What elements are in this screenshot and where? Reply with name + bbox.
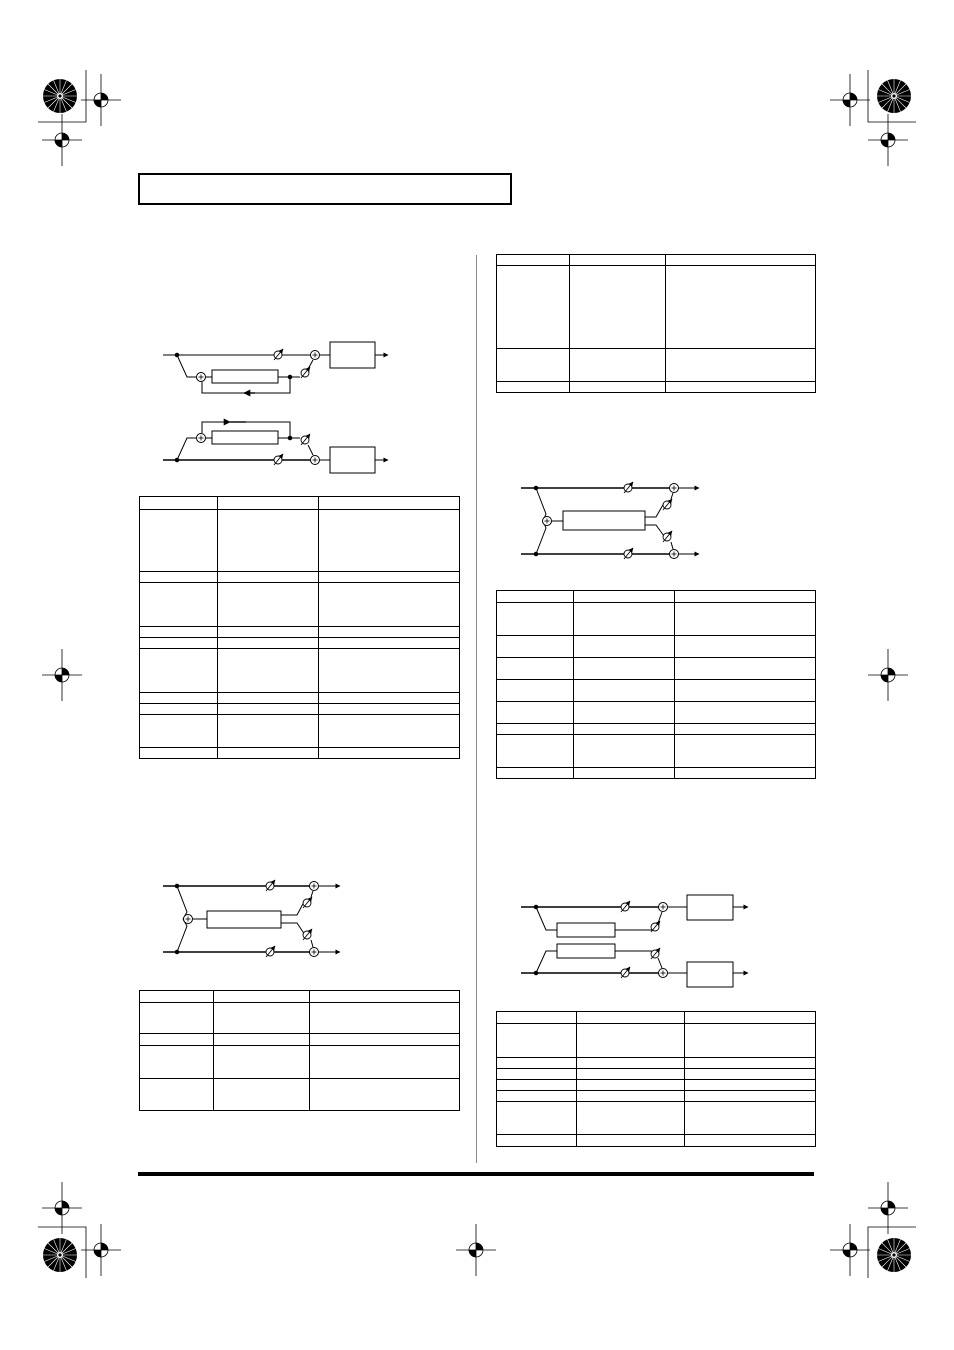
table-row — [140, 1003, 460, 1034]
registration-mark — [42, 1182, 82, 1234]
table-cell — [497, 702, 574, 724]
table-row — [140, 1079, 460, 1111]
registration-mark — [456, 1224, 496, 1276]
table-cell — [685, 1135, 816, 1147]
table-header-cell — [675, 591, 816, 603]
table-row — [140, 693, 460, 704]
table-cell — [140, 704, 218, 715]
table-cell — [310, 1079, 460, 1111]
table-cell — [319, 748, 460, 759]
table-cell — [497, 1069, 577, 1080]
table-cell — [685, 1058, 816, 1069]
table-row — [140, 510, 460, 572]
table-cell — [218, 748, 319, 759]
table-row — [497, 382, 816, 393]
table-cell — [497, 1080, 577, 1091]
table-header-row — [140, 991, 460, 1003]
table-cell — [497, 1091, 577, 1102]
table-row — [140, 1046, 460, 1079]
table-cell — [497, 680, 574, 702]
table-cell — [319, 638, 460, 649]
table-cell — [577, 1102, 685, 1135]
table-cell — [319, 510, 460, 572]
table-cell — [497, 1024, 577, 1058]
table-cell — [666, 266, 816, 349]
output-block — [687, 895, 733, 920]
table-row — [497, 1069, 816, 1080]
table-cell — [666, 349, 816, 382]
table-row — [497, 724, 816, 735]
table-cell — [218, 649, 319, 693]
table-row — [140, 704, 460, 715]
registration-mark — [42, 649, 82, 701]
registration-mark — [43, 79, 77, 113]
block-diagram-4 — [521, 895, 748, 987]
table-cell — [497, 1102, 577, 1135]
table-row — [140, 1034, 460, 1046]
table-cell — [577, 1080, 685, 1091]
table-row — [140, 572, 460, 583]
table-cell — [574, 603, 675, 636]
table-header-cell — [319, 497, 460, 510]
table-cell — [497, 349, 570, 382]
table-cell — [310, 1034, 460, 1046]
table-row — [497, 1080, 816, 1091]
table-row — [497, 603, 816, 636]
table-row — [497, 1024, 816, 1058]
table-cell — [140, 1046, 214, 1079]
table-cell — [497, 382, 570, 393]
table-header-row — [140, 497, 460, 510]
table-row — [497, 266, 816, 349]
table-header-row — [497, 1012, 816, 1024]
table-cell — [685, 1080, 816, 1091]
table-cell — [497, 1058, 577, 1069]
registration-mark — [868, 1182, 908, 1234]
table-cell — [666, 382, 816, 393]
table-cell — [574, 702, 675, 724]
table-cell — [319, 583, 460, 627]
table-cell — [685, 1091, 816, 1102]
table-cell — [319, 572, 460, 583]
table-row — [497, 1091, 816, 1102]
table-cell — [140, 715, 218, 748]
effect-block — [557, 923, 615, 937]
table-cell — [218, 693, 319, 704]
table-header-row — [497, 255, 816, 266]
table-row — [497, 735, 816, 768]
table-cell — [570, 349, 666, 382]
table-header-cell — [310, 991, 460, 1003]
table-cell — [140, 583, 218, 627]
table-cell — [577, 1135, 685, 1147]
table-header-cell — [497, 1012, 577, 1024]
effect-block — [207, 911, 281, 928]
table-cell — [685, 1102, 816, 1135]
table-row — [497, 702, 816, 724]
table-row — [497, 1135, 816, 1147]
table-cell — [140, 1034, 214, 1046]
registration-mark — [81, 1224, 121, 1276]
parameter-table-b — [496, 254, 816, 393]
block-diagram-1 — [163, 342, 388, 473]
table-row — [497, 680, 816, 702]
table-cell — [675, 658, 816, 680]
table-header-cell — [570, 255, 666, 266]
table-header-cell — [577, 1012, 685, 1024]
table-cell — [675, 636, 816, 658]
table-header-cell — [497, 591, 574, 603]
table-row — [140, 715, 460, 748]
table-cell — [497, 768, 574, 779]
table-cell — [218, 715, 319, 748]
table-cell — [140, 1079, 214, 1111]
table-row — [140, 583, 460, 627]
table-cell — [574, 724, 675, 735]
table-header-cell — [685, 1012, 816, 1024]
table-row — [497, 1102, 816, 1135]
table-cell — [310, 1003, 460, 1034]
table-cell — [218, 627, 319, 638]
table-cell — [319, 649, 460, 693]
table-cell — [140, 1003, 214, 1034]
registration-mark — [868, 649, 908, 701]
table-cell — [214, 1046, 310, 1079]
registration-mark — [877, 79, 911, 113]
table-cell — [497, 658, 574, 680]
table-cell — [574, 636, 675, 658]
table-cell — [140, 693, 218, 704]
registration-mark — [830, 74, 870, 126]
block-diagram-2 — [163, 880, 340, 957]
output-block — [687, 962, 733, 987]
table-cell — [574, 658, 675, 680]
table-cell — [140, 627, 218, 638]
table-cell — [319, 627, 460, 638]
table-cell — [140, 748, 218, 759]
table-header-cell — [497, 255, 570, 266]
table-cell — [577, 1024, 685, 1058]
registration-mark — [43, 1238, 77, 1272]
table-row — [140, 748, 460, 759]
table-header-cell — [140, 991, 214, 1003]
table-cell — [570, 382, 666, 393]
table-cell — [675, 680, 816, 702]
table-row — [140, 638, 460, 649]
registration-mark — [81, 74, 121, 126]
table-cell — [574, 735, 675, 768]
table-cell — [214, 1034, 310, 1046]
table-row — [140, 627, 460, 638]
table-cell — [570, 266, 666, 349]
table-cell — [140, 510, 218, 572]
table-cell — [497, 266, 570, 349]
table-cell — [218, 583, 319, 627]
table-cell — [685, 1069, 816, 1080]
table-cell — [675, 603, 816, 636]
table-row — [497, 658, 816, 680]
effect-block — [212, 370, 278, 383]
table-cell — [577, 1091, 685, 1102]
parameter-table-a — [139, 496, 460, 759]
registration-mark — [830, 1224, 870, 1276]
table-cell — [140, 638, 218, 649]
table-cell — [497, 1135, 577, 1147]
table-header-cell — [666, 255, 816, 266]
effect-block — [563, 511, 645, 530]
table-cell — [319, 715, 460, 748]
table-header-cell — [574, 591, 675, 603]
table-header-cell — [214, 991, 310, 1003]
parameter-table-e — [496, 1011, 816, 1147]
table-cell — [675, 768, 816, 779]
table-cell — [497, 636, 574, 658]
block-diagram-3 — [521, 482, 699, 559]
table-cell — [574, 680, 675, 702]
table-cell — [675, 735, 816, 768]
table-header-cell — [140, 497, 218, 510]
table-cell — [577, 1069, 685, 1080]
parameter-table-c — [496, 590, 816, 779]
table-cell — [577, 1058, 685, 1069]
table-cell — [685, 1024, 816, 1058]
table-row — [497, 349, 816, 382]
table-cell — [497, 735, 574, 768]
table-cell — [218, 638, 319, 649]
table-cell — [319, 693, 460, 704]
table-cell — [218, 704, 319, 715]
table-header-row — [497, 591, 816, 603]
output-block — [330, 447, 375, 473]
table-cell — [218, 510, 319, 572]
table-cell — [214, 1003, 310, 1034]
table-row — [140, 649, 460, 693]
table-cell — [497, 724, 574, 735]
parameter-table-d — [139, 990, 460, 1111]
effect-block — [212, 431, 278, 444]
table-cell — [310, 1046, 460, 1079]
registration-mark — [877, 1238, 911, 1272]
table-row — [497, 1058, 816, 1069]
table-cell — [574, 768, 675, 779]
effect-block — [557, 944, 615, 958]
table-cell — [140, 649, 218, 693]
table-row — [497, 636, 816, 658]
table-cell — [218, 572, 319, 583]
table-cell — [497, 603, 574, 636]
table-cell — [675, 702, 816, 724]
table-cell — [140, 572, 218, 583]
table-header-cell — [218, 497, 319, 510]
table-row — [497, 768, 816, 779]
table-cell — [214, 1079, 310, 1111]
table-cell — [675, 724, 816, 735]
output-block — [330, 342, 375, 368]
table-cell — [319, 704, 460, 715]
